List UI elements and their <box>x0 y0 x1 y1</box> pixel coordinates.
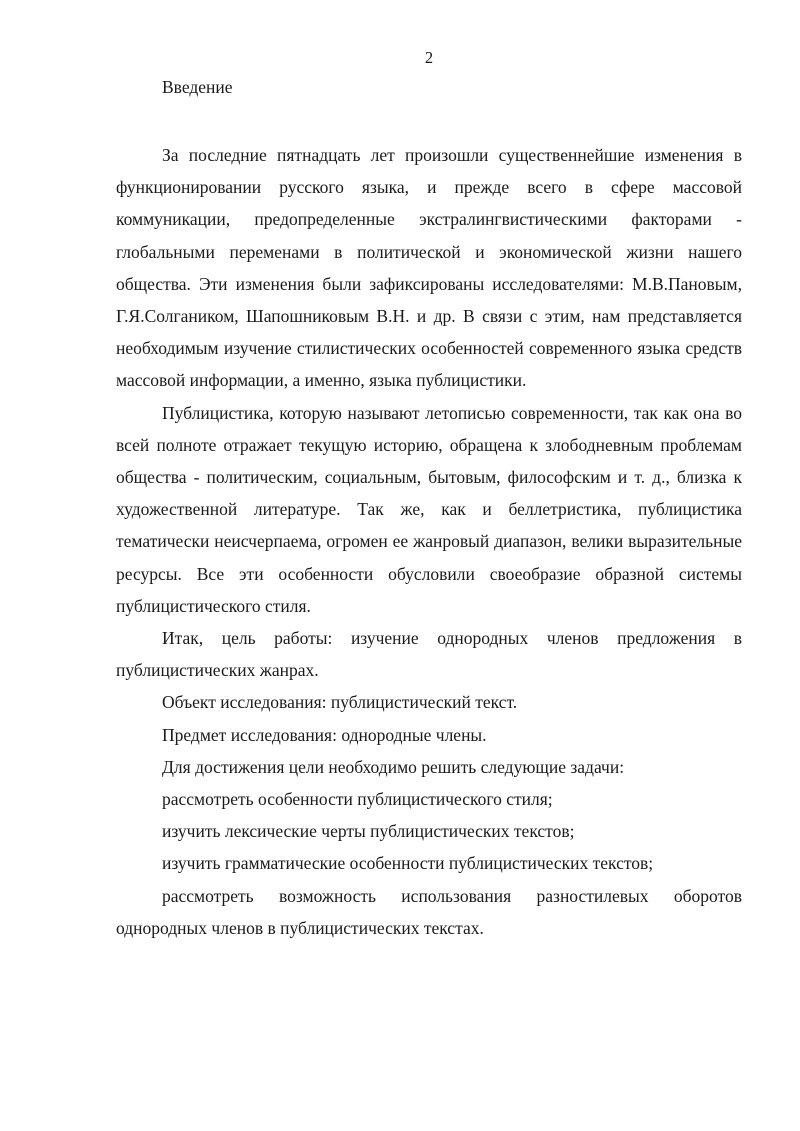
section-heading: Введение <box>162 77 233 97</box>
task-item: изучить лексические черты публицистических текстов; <box>162 821 575 842</box>
task-item: рассмотреть возможность использования разностилевых оборотов однородных членов в публицистических текстах. <box>116 885 742 938</box>
paragraph-tasks-intro: Для достижения цели необходимо решить следующие задачи: <box>162 756 625 777</box>
body-text <box>116 139 742 944</box>
paragraph-object: Объект исследования: публицистический текст. <box>162 692 518 713</box>
paragraph-subject: Предмет исследования: однородные члены. <box>162 724 487 745</box>
paragraph-publicistics: Публицистика, которую называют летописью современности, так как она во всей полноте отражает текущую историю, обращена к злободневным проблемам общества - политическим, социальным, бытовым, философским и т. д., близка к художественной литературе. Так же, как и беллетристика, публицистика тематически неисчерпаема, огромен ее жанровый диапазон, велики выразительные ресурсы. Все эти особенности обусловили своеобразие образной системы публицистического стиля. <box>116 402 742 616</box>
paragraph-goal: Итак, цель работы: изучение однородных членов предложения в публицистических жанрах. <box>116 628 742 681</box>
task-item: изучить грамматические особенности публицистических текстов; <box>162 853 654 874</box>
paragraph-intro: За последние пятнадцать лет произошли существеннейшие изменения в функционировании русского языка, и прежде всего в сфере массовой коммуникации, предопределенные экстралингвистическими факторами - глобальными переменами в политической и экономической жизни нашего общества. Эти изменения были зафиксированы исследователями: М.В.Пановым, Г.Я.Солгаником, Шапошниковым В.Н. и др. В связи с этим, нам представляется необходимым изучение стилистических особенностей современного языка средств массовой информации, а именно, языка публицистики. <box>116 145 742 391</box>
task-item: рассмотреть особенности публицистического стиля; <box>162 789 553 810</box>
page-number: 2 <box>424 48 434 67</box>
